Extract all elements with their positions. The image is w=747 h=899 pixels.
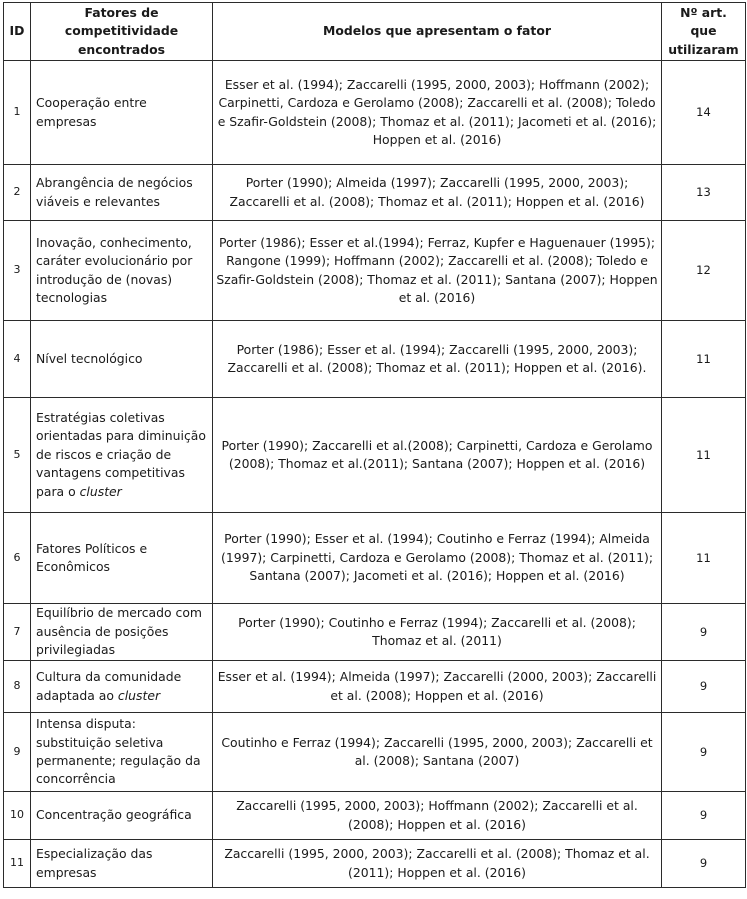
row-factor: Concentração geográfica [31,792,213,840]
row-count: 11 [662,398,746,513]
row-count: 11 [662,513,746,604]
table-row [4,321,746,398]
header-id: ID [4,3,31,61]
row-id: 8 [4,661,31,713]
row-count: 14 [662,61,746,165]
factor-italic-term: cluster [79,483,122,499]
row-factor: Intensa disputa: substituição seletiva permanente; regulação da concorrência [31,713,213,792]
header-models: Modelos que apresentam o fator [213,3,662,61]
table-row [4,661,746,713]
row-id: 6 [4,513,31,604]
row-count: 11 [662,321,746,398]
row-id: 2 [4,165,31,221]
table-row [4,713,746,792]
table-row [4,604,746,661]
row-count: 13 [662,165,746,221]
table-row [4,221,746,321]
row-models: Porter (1990); Almeida (1997); Zaccarelli (1995, 2000, 2003); Zaccarelli et al. (2008); Thomaz et al. (2011); Hoppen et al. (2016) [213,165,662,221]
factor-text: Estratégias coletivas orientadas para diminuição de riscos e criação de vantagens competitivas para o [36,409,206,499]
row-models: Zaccarelli (1995, 2000, 2003); Zaccarelli et al. (2008); Thomaz et al. (2011); Hoppen et al. (2016) [213,840,662,888]
row-count: 9 [662,840,746,888]
table-row [4,165,746,221]
row-count: 12 [662,221,746,321]
row-factor [31,398,213,513]
row-id: 11 [4,840,31,888]
row-id: 9 [4,713,31,792]
row-models: Coutinho e Ferraz (1994); Zaccarelli (1995, 2000, 2003); Zaccarelli et al. (2008); Santana (2007) [213,713,662,792]
row-factor: Fatores Políticos e Econômicos [31,513,213,604]
header-row [4,3,746,61]
row-id: 4 [4,321,31,398]
table-row [4,840,746,888]
row-factor: Inovação, conhecimento, caráter evolucionário por introdução de (novas) tecnologias [31,221,213,321]
competitiveness-table [3,2,746,888]
header-factor: Fatores de competitividade encontrados [31,3,213,61]
row-id: 10 [4,792,31,840]
row-models: Esser et al. (1994); Zaccarelli (1995, 2000, 2003); Hoffmann (2002); Carpinetti, Cardoza e Gerolamo (2008); Zaccarelli et al. (2008); Toledo e Szafir-Goldstein (2008); Thomaz et al. (2011); Jacometi et al. (2016); Hoppen et al. (2016) [213,61,662,165]
row-count: 9 [662,713,746,792]
header-count: Nº art. que utilizaram [662,3,746,61]
row-models: Esser et al. (1994); Almeida (1997); Zaccarelli (2000, 2003); Zaccarelli et al. (2008); Hoppen et al. (2016) [213,661,662,713]
factor-text: Cultura da comunidade adaptada ao [36,669,182,703]
factor-italic-term: cluster [117,687,161,703]
row-factor: Equilíbrio de mercado com ausência de posições privilegiadas [31,604,213,661]
table-row [4,398,746,513]
row-id: 1 [4,61,31,165]
row-models: Zaccarelli (1995, 2000, 2003); Hoffmann (2002); Zaccarelli et al. (2008); Hoppen et al. (2016) [213,792,662,840]
table-row [4,792,746,840]
row-models: Porter (1986); Esser et al. (1994); Zaccarelli (1995, 2000, 2003); Zaccarelli et al. (2008); Thomaz et al. (2011); Hoppen et al. (2016). [213,321,662,398]
row-models: Porter (1990); Esser et al. (1994); Coutinho e Ferraz (1994); Almeida (1997); Carpinetti, Cardoza e Gerolamo (2008); Thomaz et al. (2011); Santana (2007); Jacometi et al. (2016); Hoppen et al. (2016) [213,513,662,604]
row-id: 7 [4,604,31,661]
row-count: 9 [662,792,746,840]
row-factor: Especialização das empresas [31,840,213,888]
row-count: 9 [662,661,746,713]
row-count: 9 [662,604,746,661]
row-id: 3 [4,221,31,321]
row-models: Porter (1990); Zaccarelli et al.(2008); Carpinetti, Cardoza e Gerolamo (2008); Thomaz et al.(2011); Santana (2007); Hoppen et al. (2016) [213,398,662,513]
row-factor: Abrangência de negócios viáveis e relevantes [31,165,213,221]
row-models: Porter (1990); Coutinho e Ferraz (1994); Zaccarelli et al. (2008); Thomaz et al. (2011) [213,604,662,661]
row-factor: Cooperação entre empresas [31,61,213,165]
row-models: Porter (1986); Esser et al.(1994); Ferraz, Kupfer e Haguenauer (1995); Rangone (1999); Hoffmann (2002); Zaccarelli et al. (2008); Toledo e Szafir-Goldstein (2008); Thomaz et al. (2011); Santana (2007); Hoppen et al. (2016) [213,221,662,321]
table-row [4,61,746,165]
row-id: 5 [4,398,31,513]
row-factor [31,661,213,713]
row-factor: Nível tecnológico [31,321,213,398]
table-row [4,513,746,604]
